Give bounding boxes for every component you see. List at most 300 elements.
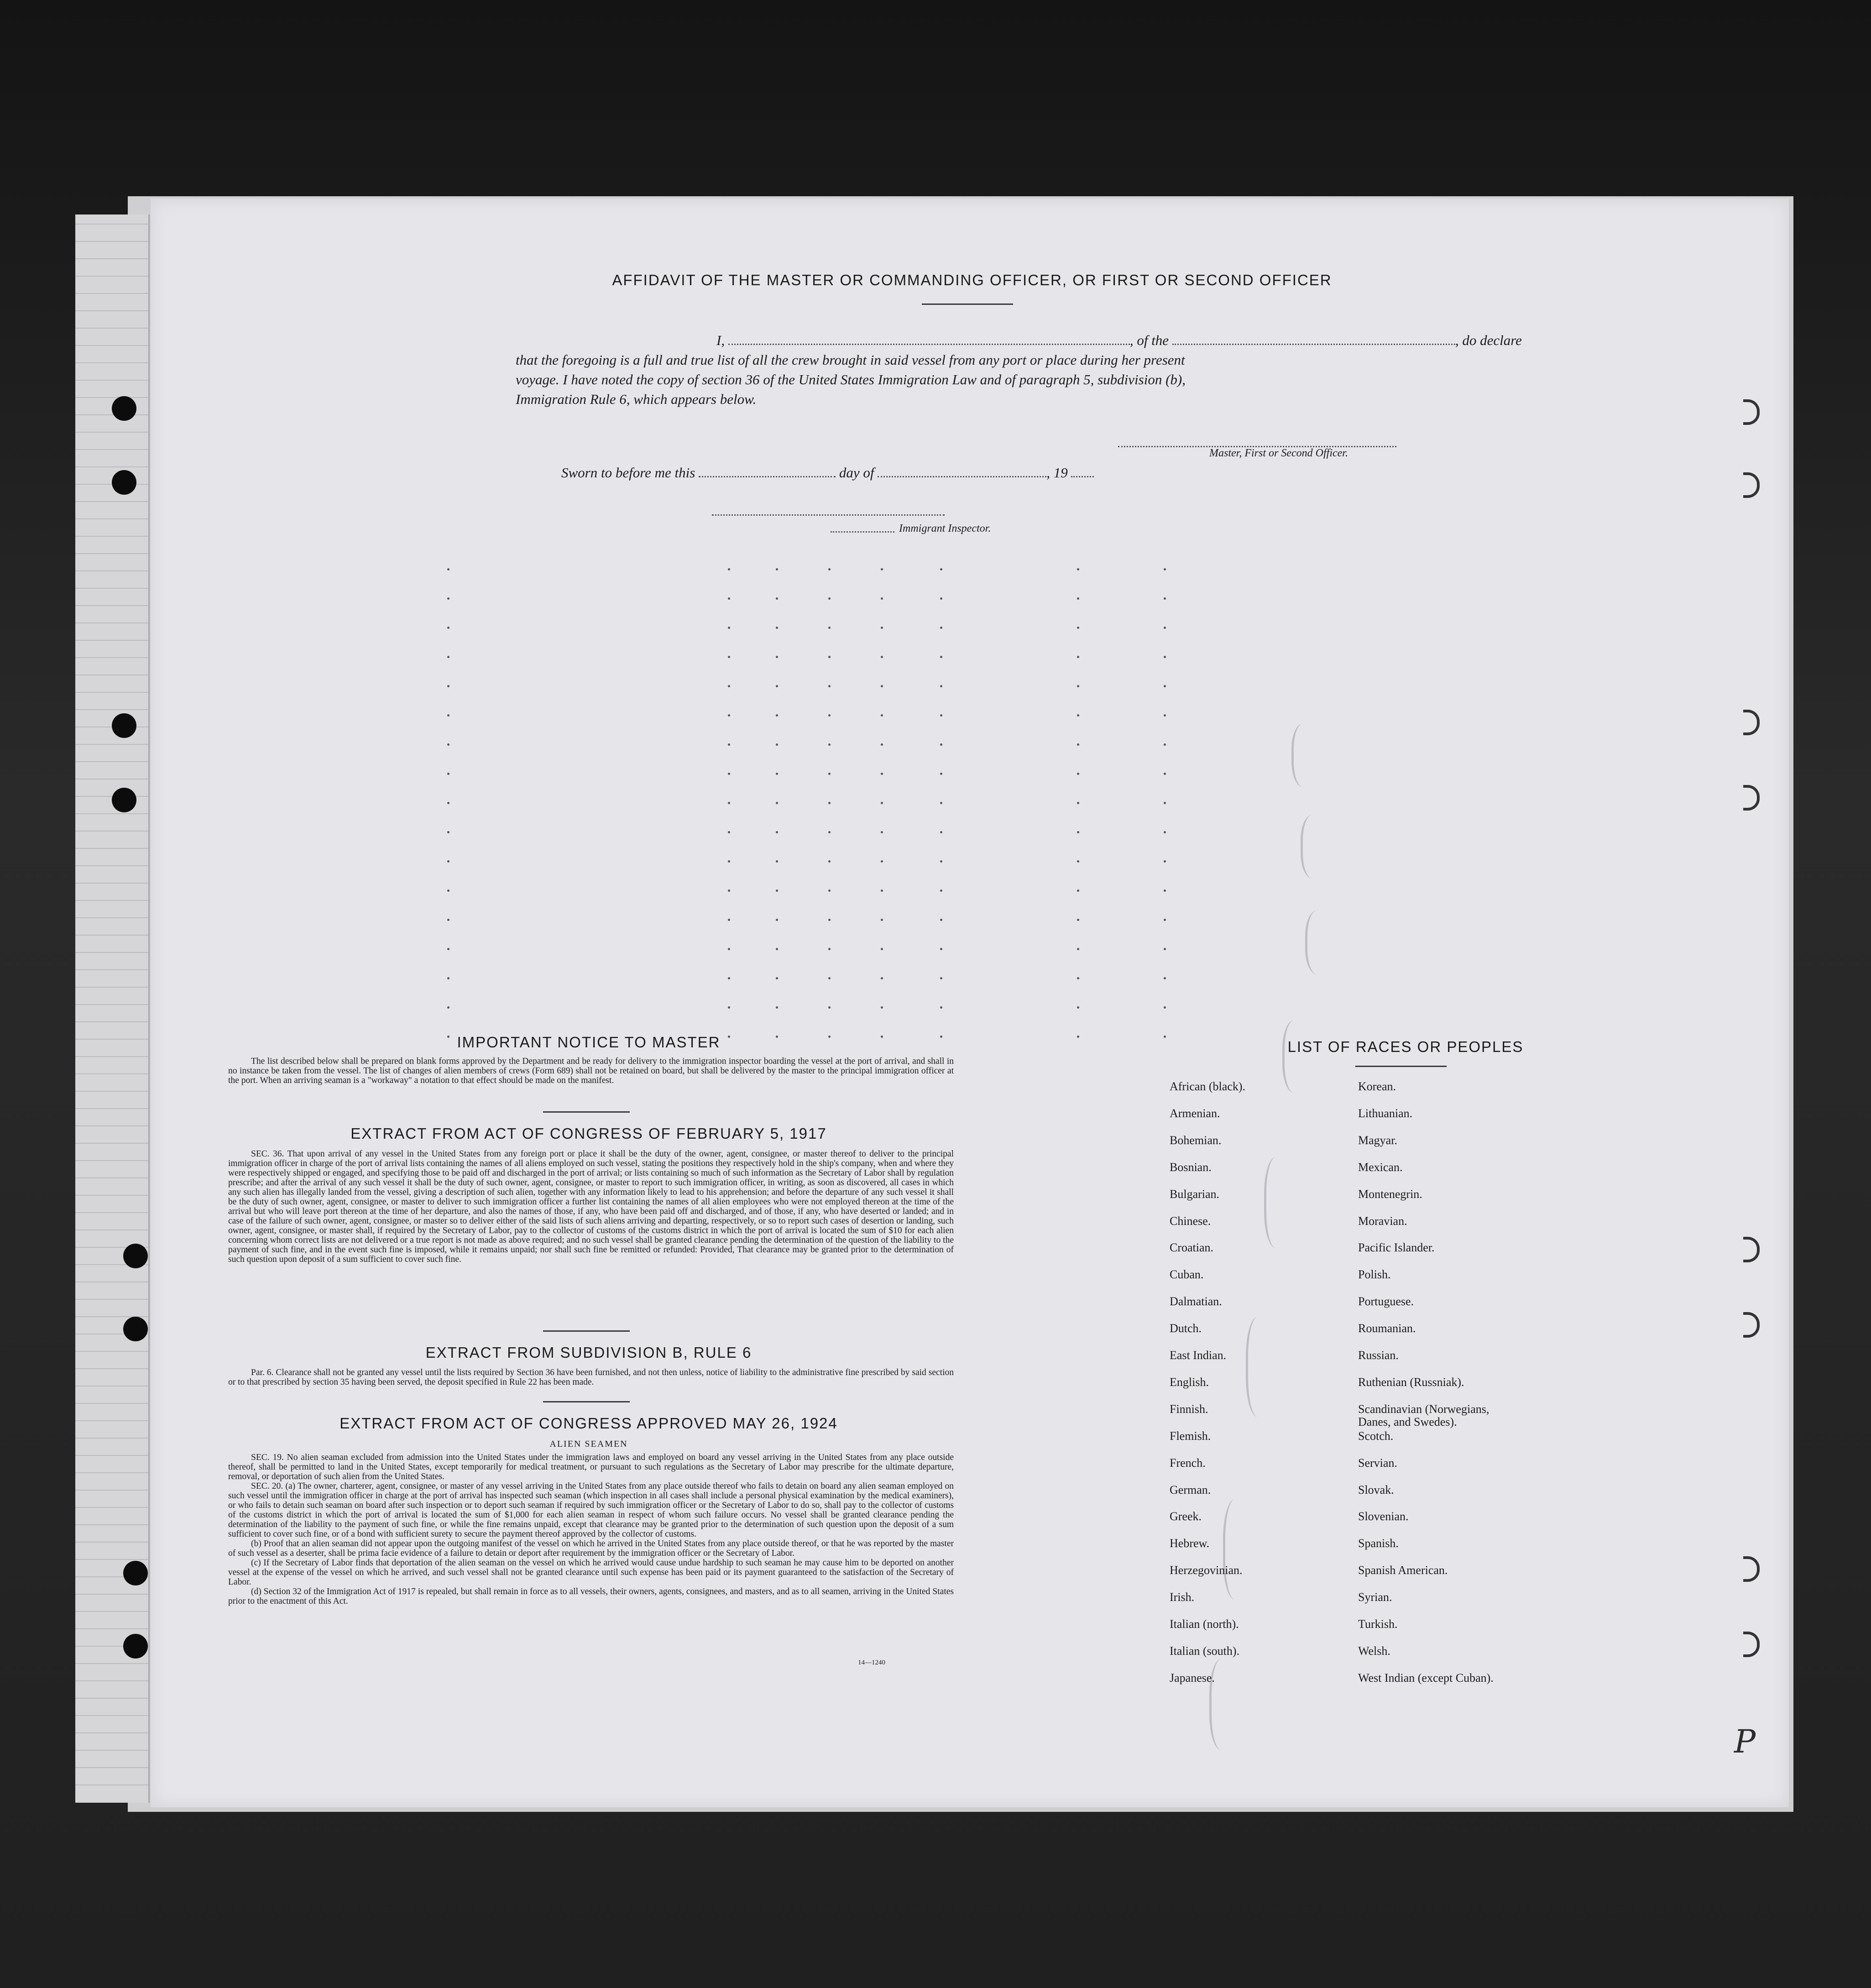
strip-rule — [75, 449, 148, 450]
guide-dot — [728, 1006, 730, 1009]
binder-ring — [1743, 785, 1760, 811]
extract-1917-paragraph: SEC. 36. That upon arrival of any vessel in the United States from any foreign port or place it shall be the duty of the owner, agent, consignee, or master thereof to deliver to the principal immigration officer in charge of the port of arrival lists containing the names of all aliens employed on such vessel, stating the positions they respectively hold in the ship's company, when and where they were respectively shipped or engaged, and specifying those to be paid off and discharged in the port of arrival; or lists containing so much of such information as the Secretary of Labor shall by regulation prescribe; and after the arrival of any such vessel it shall be the duty of such owner, agent, consignee, or master to report to such immigration officer, in writing, as soon as discovered, all cases in which any such alien has illegally landed from the vessel, giving a description of such alien, together with any information likely to lead to his apprehension; and before the departure of any such vessel it shall be the duty of such owner, agent, consignee, or master to deliver to such immigration officer a further list containing the names of all alien employees who were not employed thereon at the time of the arrival but who will leave port thereon at the time of her departure, and also the names of those, if any, who have been paid off and discharged, and of those, if any, who have deserted or landed; and in case of the failure of such owner, agent, consignee, or master so to deliver either of the said lists of such aliens arriving and departing, respectively, or so to report such cases of desertion or landing, such owner, agent, consignee, or master shall, if required by the Secretary of Labor, pay to the collector of customs of the customs district in which the port of arrival is located the sum of $10 for each alien concerning whom correct lists are not delivered or a true report is not made as above required; and no such vessel shall be granted clearance pending the determination of the question of the liability to the payment of such fine, and in the event such fine is imposed, while it remains unpaid; nor shall such fine be remitted or refunded: Provided, That clearance may be granted prior to the determination of such question upon deposit of a sum sufficient to cover such fine. — [228, 1149, 954, 1264]
binder-ring — [1743, 1237, 1760, 1262]
guide-dot — [881, 948, 883, 950]
strip-rule — [75, 605, 148, 606]
strip-rule — [75, 935, 148, 936]
inspector-caption: Immigrant Inspector. — [899, 523, 991, 534]
race-entry: East Indian. — [1170, 1349, 1227, 1362]
pencil-mark — [1264, 1157, 1294, 1248]
guide-dot — [447, 685, 449, 687]
strip-rule — [75, 1177, 148, 1178]
guide-dot — [940, 831, 942, 833]
guide-dot — [1164, 597, 1166, 600]
notice-paragraph: The list described below shall be prepared on blank forms approved by the Department and be ready for delivery to the immigration inspector boarding the vessel at the port of arrival, and shall in no instance be taken from the vessel. The list of changes of alien members of crews (Form 689) shall not be retained on board, but shall be delivered by the master to the principal immigration officer at the port. When an arriving seaman is a "workaway" a notation to that effect should be made on the manifest. — [228, 1057, 954, 1085]
guide-dot — [940, 714, 942, 717]
strip-rule — [75, 588, 148, 589]
guide-dot — [776, 889, 778, 892]
guide-dot — [447, 627, 449, 629]
guide-dot — [447, 889, 449, 892]
divider — [543, 1401, 630, 1402]
year-blank — [1071, 476, 1094, 477]
race-entry: West Indian (except Cuban). — [1358, 1671, 1494, 1685]
guide-dot — [940, 977, 942, 979]
guide-dot — [1077, 685, 1079, 687]
sec20a-paragraph: SEC. 20. (a) The owner, charterer, agent, consignee, or master of any vessel arriving in the United States from any place outside thereof who fails to detain on board any alien seaman employed on such vessel until the immigration officer in charge at the port of arrival has inspected such seaman (which inspection in all cases shall include a personal physical examination by the medical examiners), or who fails to detain such seaman on board after such inspection or to deport such seaman if required by such immigration officer or the Secretary of Labor to do so, shall pay to the collector of customs of the customs district in which the port of arrival is located the sum of $1,000 for each alien seaman in respect of whom such failure occurs. No vessel shall be granted clearance pending the determination of the liability to the payment of such fine, or while the fine remains unpaid, except that clearance may be granted prior to the determination of such question upon the deposit of a sum sufficient to cover such fine, or of a bond with sufficient surety to secure the payment thereof approved by the collector of customs. — [228, 1481, 954, 1539]
strip-rule — [75, 466, 148, 467]
race-entry: Hebrew. — [1170, 1537, 1210, 1550]
guide-dot — [828, 627, 831, 629]
guide-dot — [881, 685, 883, 687]
guide-dot — [447, 919, 449, 921]
guide-dot — [828, 889, 831, 892]
guide-dot — [1077, 1006, 1079, 1009]
race-entry: Dutch. — [1170, 1322, 1202, 1335]
race-entry: Montenegrin. — [1358, 1187, 1422, 1201]
guide-dot — [776, 948, 778, 950]
race-entry: Syrian. — [1358, 1590, 1392, 1604]
strip-rule — [75, 293, 148, 294]
guide-dot — [881, 656, 883, 658]
guide-dot — [447, 568, 449, 570]
strip-rule — [75, 258, 148, 259]
strip-rule — [75, 987, 148, 988]
race-entry: Slovenian. — [1358, 1510, 1409, 1523]
strip-rule — [75, 518, 148, 519]
guide-dot — [447, 977, 449, 979]
guide-dot — [940, 627, 942, 629]
race-entry: Croatian. — [1170, 1241, 1214, 1255]
rule6-paragraph: Par. 6. Clearance shall not be granted any vessel until the lists required by Section 36 have been furnished, and not then unless, notice of liability to the administrative fine prescribed by said section or to that prescribed by section 35 having been served, the deposit specified in Rule 22 has been made. — [228, 1368, 954, 1387]
do-declare-label: , do declare — [1455, 332, 1522, 348]
guide-dot — [1164, 802, 1166, 804]
guide-dot — [940, 860, 942, 863]
race-entry: Welsh. — [1358, 1644, 1390, 1658]
guide-dot — [828, 919, 831, 921]
strip-rule — [75, 1091, 148, 1092]
guide-dot — [940, 568, 942, 570]
race-entry: Herzegovinian. — [1170, 1564, 1243, 1577]
strip-rule — [75, 397, 148, 398]
guide-dot — [728, 743, 730, 746]
guide-dot — [728, 802, 730, 804]
guide-dot — [1077, 568, 1079, 570]
name-blank — [728, 344, 1130, 345]
affidavit-line-4: Immigration Rule 6, which appears below. — [516, 391, 757, 407]
guide-dot — [881, 627, 883, 629]
guide-dot — [940, 948, 942, 950]
guide-dot — [1164, 948, 1166, 950]
guide-dot — [1077, 656, 1079, 658]
strip-rule — [75, 1125, 148, 1126]
punch-hole — [112, 396, 136, 421]
sec20d-paragraph: (d) Section 32 of the Immigration Act of 1917 is repealed, but shall remain in force as to all vessels, their owners, agents, consignees, and masters, and as to all seamen, arriving in the United States prior to the enactment of this Act. — [228, 1587, 954, 1606]
guide-dot — [728, 568, 730, 570]
race-entry: Scandinavian (Norwegians, Danes, and Swedes). — [1358, 1402, 1489, 1428]
inspector-line — [712, 513, 945, 516]
strip-rule — [75, 692, 148, 693]
strip-rule — [75, 1108, 148, 1109]
guide-dot — [776, 656, 778, 658]
of-the-label: , of the — [1129, 332, 1169, 348]
strip-rule — [75, 1594, 148, 1595]
guide-dot — [1077, 831, 1079, 833]
divider — [543, 1111, 630, 1113]
strip-rule — [75, 1490, 148, 1491]
strip-rule — [75, 1698, 148, 1699]
guide-dot — [881, 919, 883, 921]
race-entry: Chinese. — [1170, 1214, 1211, 1228]
strip-rule — [75, 1160, 148, 1161]
punch-hole — [123, 1317, 148, 1341]
guide-dot — [940, 889, 942, 892]
guide-dot — [881, 860, 883, 863]
guide-dot — [1164, 919, 1166, 921]
race-entry: Bosnian. — [1170, 1160, 1212, 1174]
strip-rule — [75, 1715, 148, 1716]
guide-dot — [1164, 743, 1166, 746]
guide-dot — [1164, 1036, 1166, 1038]
race-entry: Greek. — [1170, 1510, 1202, 1523]
guide-dot — [776, 714, 778, 717]
races-title: LIST OF RACES OR PEOPLES — [1287, 1038, 1524, 1055]
guide-dot — [728, 948, 730, 950]
guide-dot — [828, 656, 831, 658]
guide-dot — [728, 714, 730, 717]
punch-hole — [123, 1561, 148, 1585]
pencil-mark — [1291, 723, 1321, 787]
strip-rule — [75, 1663, 148, 1664]
strip-rule — [75, 1420, 148, 1421]
guide-dot — [447, 597, 449, 600]
guide-dot — [728, 831, 730, 833]
guide-dot — [940, 743, 942, 746]
strip-rule — [75, 1559, 148, 1560]
strip-rule — [75, 1680, 148, 1681]
strip-rule — [75, 1004, 148, 1005]
strip-rule — [75, 1195, 148, 1196]
race-entry: Bohemian. — [1170, 1133, 1222, 1147]
strip-rule — [75, 1056, 148, 1057]
guide-dot — [776, 1006, 778, 1009]
strip-rule — [75, 1750, 148, 1751]
guide-dot — [1077, 597, 1079, 600]
document-page — [151, 199, 1789, 1807]
strip-rule — [75, 1212, 148, 1213]
race-entry: Mexican. — [1358, 1160, 1403, 1174]
race-entry: Lithuanian. — [1358, 1106, 1413, 1120]
guide-dot — [828, 568, 831, 570]
strip-rule — [75, 1524, 148, 1525]
guide-dot — [881, 568, 883, 570]
guide-dot — [940, 685, 942, 687]
binder-ring — [1743, 1556, 1760, 1582]
race-entry: Moravian. — [1358, 1214, 1407, 1228]
strip-rule — [75, 1542, 148, 1543]
alien-seamen-subtitle: ALIEN SEAMEN — [549, 1439, 628, 1449]
guide-dot — [940, 597, 942, 600]
guide-dot — [828, 685, 831, 687]
guide-dot — [776, 597, 778, 600]
race-entry: Irish. — [1170, 1590, 1195, 1604]
guide-dot — [776, 919, 778, 921]
guide-dot — [776, 860, 778, 863]
sec20c-paragraph: (c) If the Secretary of Labor finds that deportation of the alien seaman on the vessel on which he arrived would cause undue hardship to such seaman he may cause him to be deported on another vessel at the expense of the vessel on which he arrived, and such vessel shall not be granted clearance until such expense has been paid or its payment guaranteed to the satisfaction of the Secretary of Labor. — [228, 1558, 954, 1587]
form-number: 14—1240 — [858, 1659, 885, 1666]
pencil-mark — [1223, 1499, 1253, 1600]
rule6-title: EXTRACT FROM SUBDIVISION B, RULE 6 — [425, 1344, 752, 1361]
guide-dot — [728, 977, 730, 979]
guide-dot — [447, 948, 449, 950]
race-entry: Spanish American. — [1358, 1564, 1448, 1577]
race-entry: Pacific Islander. — [1358, 1241, 1435, 1255]
pencil-mark — [1246, 1317, 1275, 1417]
extract-1924-body — [228, 1453, 954, 1606]
guide-dot — [728, 773, 730, 775]
race-entry: French. — [1170, 1456, 1206, 1470]
strip-rule — [75, 1021, 148, 1022]
extract-1917-title: EXTRACT FROM ACT OF CONGRESS OF FEBRUARY 5, 1917 — [350, 1125, 827, 1142]
strip-rule — [75, 1403, 148, 1404]
strip-rule — [75, 744, 148, 745]
handwritten-mark: P — [1734, 1723, 1756, 1760]
guide-dot — [1164, 889, 1166, 892]
guide-dot — [1164, 714, 1166, 717]
strip-rule — [75, 1784, 148, 1785]
guide-dot — [881, 743, 883, 746]
strip-rule — [75, 1438, 148, 1439]
guide-dot — [447, 714, 449, 717]
race-entry: Italian (south). — [1170, 1644, 1240, 1658]
binder-ring — [1743, 399, 1760, 425]
guide-dot — [940, 802, 942, 804]
binder-ring — [1743, 710, 1760, 735]
guide-dot — [776, 743, 778, 746]
guide-dot — [728, 597, 730, 600]
strip-rule — [75, 1039, 148, 1040]
guide-dot — [1077, 802, 1079, 804]
guide-dot — [728, 860, 730, 863]
strip-rule — [75, 883, 148, 884]
race-entry: Armenian. — [1170, 1106, 1220, 1120]
vessel-blank — [1172, 344, 1455, 345]
strip-rule — [75, 640, 148, 641]
guide-dot — [881, 714, 883, 717]
guide-dot — [940, 1006, 942, 1009]
guide-dot — [728, 889, 730, 892]
binder-ring — [1743, 1312, 1760, 1338]
guide-dot — [828, 802, 831, 804]
strip-rule — [75, 1732, 148, 1733]
guide-dot — [447, 656, 449, 658]
extract-1924-title: EXTRACT FROM ACT OF CONGRESS APPROVED MAY 26, 1924 — [340, 1415, 838, 1432]
strip-rule — [75, 865, 148, 866]
race-entry: Ruthenian (Russniak). — [1358, 1375, 1464, 1389]
rule6-body — [228, 1368, 954, 1387]
pencil-mark — [1305, 910, 1335, 974]
race-entry: Scotch. — [1358, 1429, 1394, 1443]
affidavit-line-2: that the foregoing is a full and true list of all the crew brought in said vessel from any port or place during her present — [516, 352, 1185, 368]
race-entry: Slovak. — [1358, 1483, 1394, 1496]
strip-rule — [75, 1351, 148, 1352]
strip-rule — [75, 1229, 148, 1230]
strip-rule — [75, 1455, 148, 1456]
guide-dot — [1077, 977, 1079, 979]
race-entry: Portuguese. — [1358, 1295, 1414, 1308]
strip-rule — [75, 1767, 148, 1768]
race-entry: Spanish. — [1358, 1537, 1399, 1550]
guide-dot — [828, 773, 831, 775]
binder-ring — [1743, 472, 1760, 498]
strip-rule — [75, 362, 148, 363]
guide-dot — [447, 860, 449, 863]
race-entry: German. — [1170, 1483, 1211, 1496]
race-entry: Flemish. — [1170, 1429, 1211, 1443]
strip-rule — [75, 241, 148, 242]
strip-rule — [75, 380, 148, 381]
month-blank — [878, 476, 1046, 477]
race-entry: Dalmatian. — [1170, 1295, 1222, 1308]
guide-dot — [1164, 860, 1166, 863]
guide-dot — [728, 685, 730, 687]
divider — [922, 303, 1013, 305]
guide-dot — [828, 860, 831, 863]
strip-rule — [75, 1299, 148, 1300]
strip-rule — [75, 224, 148, 225]
punch-hole — [123, 1634, 148, 1658]
day-blank — [699, 476, 836, 477]
guide-dot — [776, 627, 778, 629]
guide-dot — [828, 977, 831, 979]
year-label: , 19 — [1046, 465, 1068, 481]
guide-dot — [828, 831, 831, 833]
strip-rule — [75, 570, 148, 571]
strip-rule — [75, 553, 148, 554]
guide-dot — [940, 919, 942, 921]
binder-ring — [1743, 1632, 1760, 1657]
punch-hole — [123, 1244, 148, 1268]
strip-rule — [75, 779, 148, 780]
guide-dot — [1077, 860, 1079, 863]
race-entry: Japanese. — [1170, 1671, 1215, 1685]
race-entry: English. — [1170, 1375, 1209, 1389]
race-entry: Korean. — [1358, 1080, 1396, 1093]
strip-rule — [75, 657, 148, 658]
race-entry: African (black). — [1170, 1080, 1246, 1093]
guide-dot — [447, 831, 449, 833]
day-of-label: day of — [839, 465, 874, 481]
guide-dot — [1077, 714, 1079, 717]
guide-dot — [828, 714, 831, 717]
race-entry: Cuban. — [1170, 1268, 1204, 1282]
affidavit-line-1 — [561, 331, 1588, 350]
sworn-label: Sworn to before me this — [561, 465, 695, 481]
guide-dot — [776, 568, 778, 570]
guide-dot — [776, 831, 778, 833]
guide-dot — [881, 1006, 883, 1009]
guide-dot — [1164, 977, 1166, 979]
sworn-line — [561, 463, 1383, 482]
guide-dot — [1077, 948, 1079, 950]
guide-dot — [1077, 889, 1079, 892]
strip-rule — [75, 969, 148, 970]
strip-rule — [75, 1143, 148, 1144]
guide-dot — [881, 597, 883, 600]
strip-rule — [75, 345, 148, 346]
race-entry: Magyar. — [1358, 1133, 1397, 1147]
guide-dot — [940, 773, 942, 775]
guide-dot — [776, 685, 778, 687]
guide-dot — [1164, 831, 1166, 833]
guide-dot — [728, 627, 730, 629]
guide-dot — [881, 977, 883, 979]
affidavit-title: AFFIDAVIT OF THE MASTER OR COMMANDING OFFICER, OR FIRST OR SECOND OFFICER — [612, 272, 1332, 288]
affidavit-line-3: voyage. I have noted the copy of section 36 of the United States Immigration Law and of paragraph 5, subdivision (b), — [516, 371, 1186, 387]
guide-dot — [776, 773, 778, 775]
guide-dot — [1077, 919, 1079, 921]
guide-dot — [1077, 1036, 1079, 1038]
guide-dot — [828, 597, 831, 600]
guide-dot — [881, 831, 883, 833]
strip-rule — [75, 1507, 148, 1508]
punch-hole — [112, 713, 136, 738]
race-entry: Italian (north). — [1170, 1617, 1239, 1631]
guide-dot — [776, 802, 778, 804]
guide-dot — [447, 743, 449, 746]
guide-dot — [728, 919, 730, 921]
guide-dot — [1077, 773, 1079, 775]
strip-rule — [75, 328, 148, 329]
strip-rule — [75, 1628, 148, 1629]
guide-dot — [828, 743, 831, 746]
strip-rule — [75, 310, 148, 311]
guide-dot — [1164, 568, 1166, 570]
divider — [1355, 1066, 1447, 1067]
notice-title: IMPORTANT NOTICE TO MASTER — [457, 1034, 721, 1051]
strip-rule — [75, 414, 148, 415]
strip-rule — [75, 1472, 148, 1473]
guide-dot — [1164, 773, 1166, 775]
sec20b-paragraph: (b) Proof that an alien seaman did not appear upon the outgoing manifest of the vessel on which he arrived in the United States from any place outside thereof, or that he was reported by the master of such vessel as a deserter, shall be prima facie evidence of a failure to detain or deport after requirement by the immigration officer or the Secretary of Labor. — [228, 1539, 954, 1558]
race-entry: Polish. — [1358, 1268, 1391, 1282]
strip-rule — [75, 1368, 148, 1369]
guide-dot — [776, 977, 778, 979]
strip-rule — [75, 276, 148, 277]
race-entry: Turkish. — [1358, 1617, 1398, 1631]
guide-dot — [881, 773, 883, 775]
inspector-stub — [831, 530, 894, 533]
guide-dot — [1164, 1006, 1166, 1009]
race-entry: Finnish. — [1170, 1402, 1208, 1416]
sec19-paragraph: SEC. 19. No alien seaman excluded from admission into the United States under the immigration laws and employed on board any vessel arriving in the United States from any place outside thereof, shall be permitted to land in the United States, except temporarily for medical treatment, or pursuant to such regulations as the Secretary of Labor may prescribe for the ultimate departure, removal, or deportation of such alien from the United States. — [228, 1453, 954, 1481]
strip-rule — [75, 501, 148, 502]
strip-rule — [75, 900, 148, 901]
strip-rule — [75, 917, 148, 918]
pencil-mark — [1282, 1020, 1312, 1093]
extract-1917-body — [228, 1149, 954, 1264]
guide-dot — [881, 889, 883, 892]
punch-hole — [112, 470, 136, 495]
strip-rule — [75, 813, 148, 814]
strip-rule — [75, 709, 148, 710]
strip-rule — [75, 831, 148, 832]
guide-dot — [728, 656, 730, 658]
guide-dot — [447, 802, 449, 804]
guide-dot — [828, 1006, 831, 1009]
signature-caption: Master, First or Second Officer. — [1209, 447, 1348, 459]
notice-body — [228, 1057, 954, 1085]
strip-rule — [75, 848, 148, 849]
